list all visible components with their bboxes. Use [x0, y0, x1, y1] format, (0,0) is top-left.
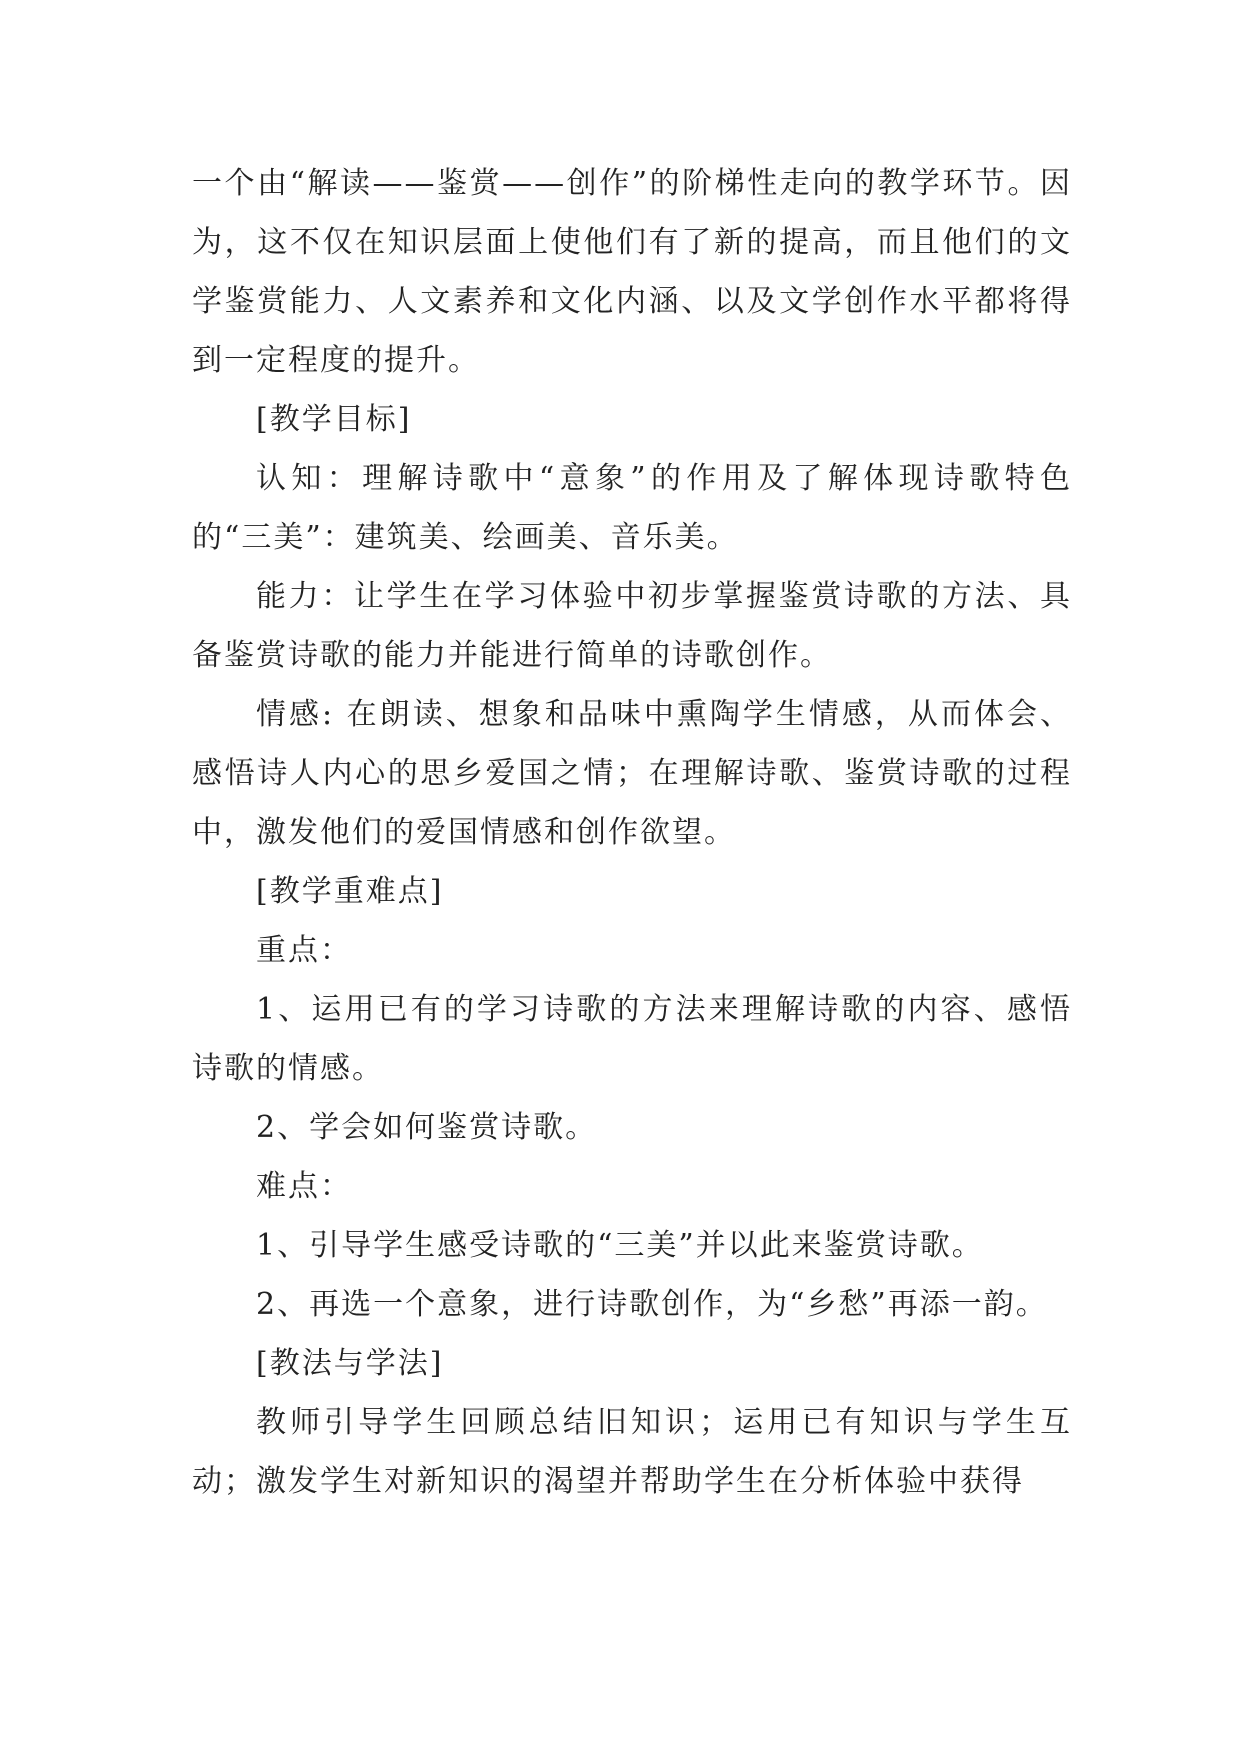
label-difficult-points: 难点： [256, 1169, 352, 1204]
list-item-difficult-point-1: 1、引导学生感受诗歌的“三美”并以此来鉴赏诗歌。 [256, 1228, 984, 1263]
list-item-difficult-point-2: 2、再选一个意象，进行诗歌创作，为“乡愁”再添一韵。 [256, 1287, 1048, 1322]
paragraph-objective-ability: 能力：让学生在学习体验中初步掌握鉴赏诗歌的方法、具备鉴赏诗歌的能力并能进行简单的诗歌创作。 [192, 579, 1072, 673]
heading-key-difficult-points: [教学重难点] [256, 874, 444, 909]
document-body [192, 154, 1072, 1511]
heading-teaching-objectives: [教学目标] [256, 402, 412, 437]
list-item-key-point-2: 2、学会如何鉴赏诗歌。 [256, 1110, 598, 1145]
heading-teaching-learning-methods: [教法与学法] [256, 1346, 444, 1381]
list-item-key-point-1: 1、运用已有的学习诗歌的方法来理解诗歌的内容、感悟诗歌的情感。 [192, 992, 1072, 1086]
paragraph-methods: 教师引导学生回顾总结旧知识；运用已有知识与学生互动；激发学生对新知识的渴望并帮助学生在分析体验中获得 [192, 1405, 1072, 1499]
paragraph-objective-cognition: 认知：理解诗歌中“意象”的作用及了解体现诗歌特色的“三美”：建筑美、绘画美、音乐美。 [192, 461, 1072, 555]
label-key-points: 重点： [256, 933, 352, 968]
paragraph-objective-emotion: 情感: 在朗读、想象和品味中熏陶学生情感，从而体会、感悟诗人内心的思乡爱国之情；在理解诗歌、鉴赏诗歌的过程中，激发他们的爱国情感和创作欲望。 [192, 697, 1072, 850]
paragraph-intro-continued: 一个由“解读——鉴赏——创作”的阶梯性走向的教学环节。因为，这不仅在知识层面上使他们有了新的提高，而且他们的文学鉴赏能力、人文素养和文化内涵、以及文学创作水平都将得到一定程度的提升。 [192, 166, 1072, 378]
